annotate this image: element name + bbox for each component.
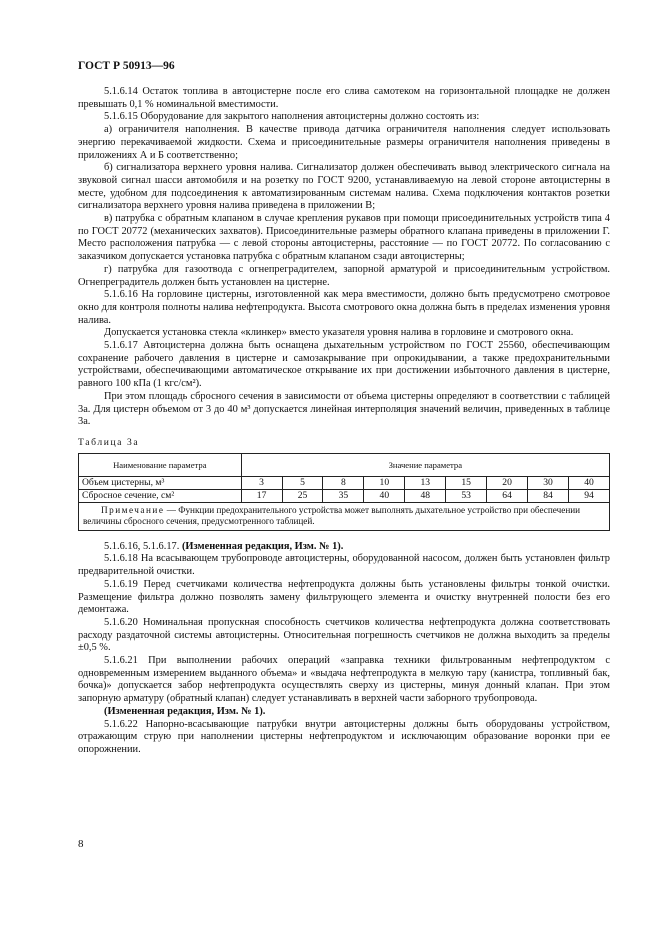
table-3a (78, 453, 610, 531)
paragraph-item-g: г) патрубка для газоотвода с огнепреградителем, запорной арматурой и присоединительным устройством. Огнепреградитель должен быть установлен на цистерне. (78, 263, 610, 288)
table-cell: 30 (528, 476, 569, 489)
amendment-note-2 (78, 706, 610, 719)
body-text (78, 86, 610, 757)
table-cell: 17 (241, 489, 282, 502)
table-cell: 15 (446, 476, 487, 489)
table-cell: 48 (405, 489, 446, 502)
table-note (79, 502, 610, 530)
paragraph-5-1-6-14: 5.1.6.14 Остаток топлива в автоцистерне после его слива самотеком на горизонтальной площадке не должен превышать 0,1 % номинальной вместимости. (78, 86, 610, 110)
table-cell: 40 (364, 489, 405, 502)
table-cell: 3 (241, 476, 282, 489)
amendment-bold-2: (Измененная редакция, Изм. № 1). (104, 705, 266, 717)
table-cell: 8 (323, 476, 364, 489)
paragraph-5-1-6-15: 5.1.6.15 Оборудование для закрытого наполнения автоцистерны должно состоять из: (104, 111, 480, 123)
table-note-label: Примечание (101, 504, 165, 515)
amendment-note-1 (78, 541, 610, 554)
paragraph-5-1-6-22: 5.1.6.22 Напорно-всасывающие патрубки внутри автоцистерны должны быть оборудованы устройством, отражающим струю при наполнении цистерны нефтепродуктом и исключающим образование воронки при ее опорожнении. (78, 718, 610, 755)
paragraph-table-ref: При этом площадь сбросного сечения в зависимости от объема цистерны определяют в соответствии с таблицей 3а. Для цистерн объемом от 3 до 40 м³ допускается линейная интерполяция значений величин, приведенных в таблице 3а. (78, 390, 610, 428)
table-cell: 20 (487, 476, 528, 489)
table-header-param: Наименование параметра (79, 453, 242, 476)
page-number: 8 (78, 838, 84, 850)
amendment-bold: (Измененная редакция, Изм. № 1). (181, 540, 344, 552)
table-cell: 25 (282, 489, 323, 502)
paragraph-5-1-6-20: 5.1.6.20 Номинальная пропускная способность счетчиков количества нефтепродукта должна соответствовать расходу раздаточной системы автоцистерны. Относительная погрешность счетчиков не должна выходить за пределы ±0,5 %. (78, 616, 610, 654)
table-row (79, 489, 610, 502)
paragraph-5-1-6-18: 5.1.6.18 На всасывающем трубопроводе автоцистерны, оборудованной насосом, должен быть установлен фильтр предварительной очистки. (78, 553, 610, 578)
table-note-row (79, 502, 610, 530)
paragraph-5-1-6-17: 5.1.6.17 Автоцистерна должна быть оснащена дыхательным устройством по ГОСТ 25560, обеспечивающим сохранение рабочего давления в цистерне и самозакрывание при опрокидывании, а также предохранительными устройствами, обеспечивающими автоматическое открывание их при достижении избыточного давления в цистерне, равного 100 кПа (1 кгс/см²). (78, 340, 610, 390)
paragraph-5-1-6-21: 5.1.6.21 При выполнении рабочих операций «заправка техники фильтрованным нефтепродуктом с одновременным измерением выданного объема» и «выдача нефтепродукта в мелкую тару (канистра, топливный бак, бочка)» допускается забор нефтепродукта осуществлять сверху из цистерны, минуя донный клапан. При этом запорную арматуру (обратный клапан) следует устанавливать в верхней части заборного трубопровода. (78, 655, 610, 705)
table-cell: 94 (568, 489, 609, 502)
table-header-value: Значение параметра (241, 453, 609, 476)
paragraph-5-1-6-19: 5.1.6.19 Перед счетчиками количества нефтепродукта должны быть установлены фильтры тонкой очистки. Размещение фильтра должно позволять замену фильтрующего элемента и очистку внутренней полости без его демонтажа. (78, 578, 610, 616)
table-cell: 84 (528, 489, 569, 502)
paragraph-item-a: а) ограничителя наполнения. В качестве привода датчика ограничителя наполнения следует использовать энергию перекачиваемой жидкости. Схема и присоединительные размеры ограничителя наполнения приведены в приложениях А и Б соответственно; (78, 124, 610, 161)
table-cell: 35 (323, 489, 364, 502)
amendment-prefix: 5.1.6.16, 5.1.6.17. (104, 540, 182, 552)
table-row (79, 476, 610, 489)
table-row-name: Объем цистерны, м³ (79, 476, 242, 489)
paragraph-item-v: в) патрубка с обратным клапаном в случае крепления рукавов при помощи присоединительных устройств типа 4 по ГОСТ 20772 (механических захватов). Присоединительные размеры обратного клапана приведены в приложении Г. Место расположения патрубка — с левой стороны автоцистерны, расстояние — по ГОСТ 20772. По согласованию с заказчиком допускается установка патрубка с обратным клапаном сзади автоцистерны; (78, 213, 610, 263)
table-row-name: Сбросное сечение, см² (79, 489, 242, 502)
paragraph-klinker: Допускается установка стекла «клинкер» вместо указателя уровня налива в горловине и смотрового окна. (104, 327, 574, 339)
table-cell: 5 (282, 476, 323, 489)
table-cell: 64 (487, 489, 528, 502)
table-cell: 40 (568, 476, 609, 489)
table-note-text: — Функции предохранительного устройства может выполнять дыхательное устройство при обеспечении величины сбросного сечения, предусмотренного таблицей. (83, 504, 581, 527)
table-cell: 10 (364, 476, 405, 489)
paragraph-5-1-6-16: 5.1.6.16 На горловине цистерны, изготовленной как мера вместимости, должно быть предусмотрено смотровое окно для контроля полноты налива нефтепродукта. Высота смотрового окна должна быть в пределах изменения уровня налива. (78, 289, 610, 326)
standard-header: ГОСТ Р 50913—96 (78, 60, 175, 72)
table-title: Таблица 3а (78, 436, 140, 448)
table-cell: 53 (446, 489, 487, 502)
paragraph-item-b: б) сигнализатора верхнего уровня налива. Сигнализатор должен обеспечивать вывод электрического сигнала на звуковой сигнал шасси автомобиля и на розетку по ГОСТ 9200, устанавливаемую на левой стороне автоцистерны в месте, удобном для подсоединения к автоматизированным системам налива. Схема подключения контактов розетки сигнализатора верхнего уровня налива приведена в приложении В; (78, 162, 610, 212)
table-cell: 13 (405, 476, 446, 489)
table-header-row (79, 453, 610, 476)
